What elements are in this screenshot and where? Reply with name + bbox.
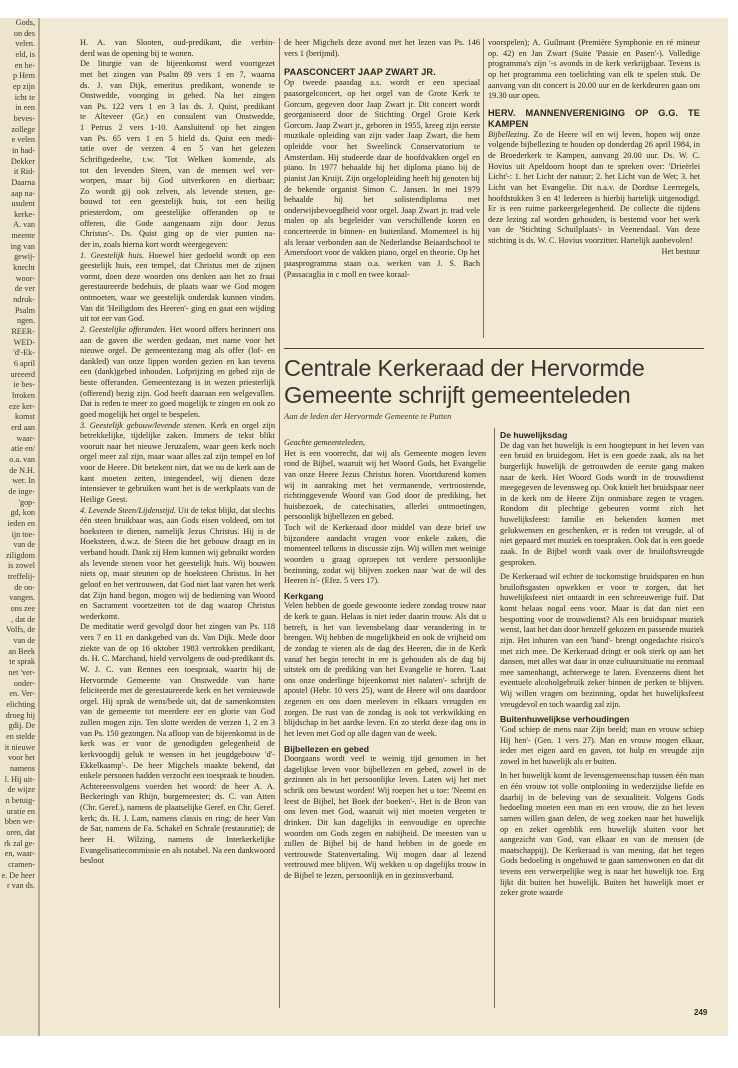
kerkgang-body: Velen hebben de goede gewoonte iedere zondag trouw naar de kerk te gaan. Helaas is niet ieder daarin trouw. Als dat u betreft, is het van levensbelang daar verandering in te brengen. Wij hebben de mogelijkheid en ook de vrijheid om de zondag te vieren als de dag des Heeren, die in de Kerk vanaf het begin terecht in ere is gehouden als de dag bij uitstek om de prediking van het Evangelie te horen. 'Laat ons onze onderlinge bijeenkomst niet nalaten'- schrijft de apostel (Hebr. 10 vers 25), want de Heere wil ons daardoor zegenen en ons doen meeleven in elkaars vreugden en zorgen. De rust van de zondag is ook tot verkwikking en blijdschap in het aardse leven. En zo sterkt deze dag ons in het leven met God op alle dagen van de week. [284, 601, 486, 738]
paasconcert-body: Op tweede paasdag a.s. wordt er een speciaal paasorgelconcert, op het orgel van de Grote Kerk te Gorcum, gegeven door Jaap Zwart jr. Dit concert wordt georganiseerd door de Stichting Orgel Grote Kerk Gorcum. Jaap Zwart jr., geboren in 1955, kreeg zijn eerste muzikale opleiding van zijn vader Jaap Zwart, die hem opleidde voor het Sweelinck Conservatorium te Amsterdam. Hij studeerde daar de hoofdvakken orgel en piano. In 1977 behaalde hij het diploma piano bij de pianist Jan Kruijt. Zijn orgelopleiding heeft hij genoten bij de bekende organist Simon C. Jansen. In mei 1979 behaalde hij het solistendiploma met onderwijsbevoegdheid voor orgel. Jaap Zwart jr. trad vele malen op als begeleider van verschillende koren en concerteerde in binnen- en buitenland. Momenteel is hij als leraar verbonden aan de Nederlandse Beiaardschool te Amersfoort voor de vakken piano, orgel en theorie. Op het paasprogramma staan o.a. werken van J. S. Bach (Passacaglia in c moll en twee koraal- [284, 78, 480, 279]
binding-fragment: is zowel [7, 561, 35, 571]
binding-fragment: in een [15, 103, 35, 113]
binding-fragment: ie bes- [13, 380, 35, 390]
binding-fragment: en, waar- [4, 849, 35, 859]
column-1-line: priesterdom, om geestelijke offeranden op te [80, 208, 275, 217]
binding-fragment: Dekker [10, 156, 35, 166]
column-rule-2 [483, 38, 484, 338]
binding-fragment: e velen [11, 135, 35, 145]
binding-fragment: e. De heer [1, 870, 35, 880]
binding-fragment: gewij- [14, 252, 35, 262]
binding-fragment: ureeerd [10, 369, 35, 379]
meditation-point [80, 325, 275, 421]
binding-fragment: uratie en [6, 806, 35, 816]
binding-fragment: Volfs, de [6, 625, 35, 635]
binding-fragment: namens [9, 763, 35, 773]
binding-fragment: vangen. [9, 593, 35, 603]
column-1-line: bouwd tot een geestelijk huis, tot een heilig [80, 197, 275, 207]
column-1-line: Christus'-. Ds. Quist ging op de vier punten na- [80, 229, 275, 239]
binding-fragment: an Beek [8, 646, 35, 656]
column-1-line: te Alteveer (Gr.) en consulent van Onstwedde, [80, 112, 275, 122]
binding-fragment: zollege [11, 124, 35, 134]
binding-fragment: ziligdom [5, 550, 35, 560]
meditation-point-text: Hoewel hier gedoeld wordt op een geestelijk huis, een tempel, dat Christus met de zijnen vormt, doen deze woorden ons denken aan het zo fraai gerestaureerde bedehuis, de plaats waar we God mogen ontmoeten, waar we geestelijk onderdak kunnen vinden. Van dit 'Heiligdom des Heeren'- ging en gaat een wijding uit tot eer van God. [80, 250, 275, 324]
binding-fragment: r van ds. [7, 881, 35, 891]
meditation-point-label: 1. Geestelijk huis. [80, 250, 145, 260]
page-number: 249 [694, 1008, 708, 1017]
column-2-top [284, 38, 480, 343]
mannenvereniging-lead: Bijbellezing. [488, 129, 530, 139]
article-deck: Aan de leden der Hervormde Gemeente te Putten [284, 411, 452, 421]
mannenvereniging-text: Zo de Heere wil en wij leven, hopen wij onze volgende bijbellezing te houden op donderdag 26 april 1984, in de Broederkerk te Kampen, aanvang 20.00 uur. Ds. W. C. Hovius uit Apeldoorn hoopt dan te spreken over: 'Drieërlei Licht'-: 1. het Licht der natuur; 2. het Licht van de Wet; 3. het Licht van het Evangelie. Dit n.a.v. de Dordtse Leerregels, hoofdstukken 3 en 4! Iedereen is hierbij hartelijk uitgenodigd. Er is een ruime parkeergelegenheid. De collecte die tijdens deze lezing zal worden gehouden, is bestemd voor het werk van de 'Stichting Schuilplaats'- in Veenendaal. Van deze stichting is ds. W. C. Hovius voorzitter. Hartelijk aanbevolen! [488, 129, 700, 245]
column-1-line: worpen, maar bij God uitverkoren en dierbaar; [80, 176, 275, 186]
kerkgang-heading: Kerkgang [284, 590, 324, 601]
binding-fragment: elichting [6, 700, 35, 709]
meditation-point [80, 506, 275, 623]
binding-fragment: voor het [7, 753, 35, 763]
article-paragraph-2: Toch wil de Kerkeraad door middel van deze brief uw bijzondere aandacht vragen voor enkele zaken, die momenteel telkens in discussie zijn. Wij willen met weinige woorden u graag oproepen tot verdere persoonlijke bezinning, zodat wij blijven zoeken naar 'wat de wil des Heeren is'- (Efez. 5 vers 17). [284, 523, 486, 586]
binding-fragment: n betuig- [5, 795, 35, 805]
column-1-line: Zo wordt gij ook zelven, als levende stenen, ge- [80, 186, 275, 196]
buitenhuwelijkse-body: 'God schiep de mens naar Zijn beeld; man en vrouw schiep Hij hen'- (Gen. 1 vers 27). Man en vrouw mogen elkaar, ieder met eigen aard en gaven, tot hulp en vreugde zijn zowel in het huwelijk als er buiten. [500, 724, 704, 766]
binding-fragment: woor- [15, 273, 35, 283]
binding-fragment: ijn toe- [11, 529, 35, 539]
column-1-sections [80, 251, 275, 623]
column-rule-1 [279, 38, 280, 1008]
binding-fragment: de wijze [7, 785, 35, 795]
binding-fragment: de N.H. [9, 465, 35, 475]
binding-fragment: bben we- [4, 817, 35, 827]
column-1-opening [80, 38, 275, 251]
binding-fragment: REER- [11, 327, 35, 337]
binding-fragment: , dat de [11, 614, 35, 624]
binding-fragment: it nieuwe [4, 742, 35, 752]
column-rule-3 [494, 428, 495, 1008]
meditation-point-text: Uit de tekst blijkt, dat slechts één steen bruikbaar was, aan Gods eisen voldeed, om tot hoeksteen te dienen, namelijk Jezus Christus. Hij is de Hoeksteen, d.w.z. de Steen die het gebouw draagt en in verband houdt. Dank zij Hem kunnen wij gebruikt worden als levende stenen voor het geestelijk huis. Wij bouwen niets op, maar steunen op de hoeksteen Christus. In het geloof en het vertrouwen, dat God niet laat varen het werk dat Zijn hand begon, mogen wij de bediening van Woord en Sacrament voortzetten tot de dag waarop Christus wederkomt. [80, 505, 275, 621]
binding-fragment: 6 april [13, 359, 35, 368]
buitenhuwelijkse-heading: Buitenhuwelijkse verhoudingen [500, 714, 630, 725]
binding-fragment: p Hem [12, 71, 35, 81]
binding-fragment: kerke- [14, 209, 35, 219]
meditation-point-text: Kerk en orgel zijn betrekkelijke, tijdelijke zaken. Immers de tekst blikt vooruit naar het nieuwe Jeruzalem, waar geen kerk noch orgel meer zal zijn, maar waar alles zal zijn tempel en lof voor de Heere. Dit betekent niet, dat we nu de kerk aan de kant moeten zetten, integendeel, wij dienen deze intensiever te gebruiken want het is de werkplaats van de Heilige Geest. [80, 420, 275, 504]
binding-fragment: ep zijn [12, 81, 35, 91]
binding-fragment: en be- [14, 60, 35, 70]
col3-intro: voorspelen); A. Guilmant (Première Symphonie en ré mineur op. 42) en Jan Zwart (Suite 'Passie en Pasen'-). Volledige programma's zijn '-s avonds in de kerk verkrijgbaar. Tevens is op het programma een toelichting van elk te spelen stuk. De aanvang van dit concert is 20.00 uur en de kerkdeuren gaan om 19.30 uur open. [488, 38, 700, 101]
article-paragraph-1: Het is een voorrecht, dat wij als Gemeente mogen leven rond de Bijbel, waaruit wij het Woord Gods, het Evangelie van onze Heere Jezus Christus horen. Voortdurend komen wij in aanraking met het vermanende, vertroostende, richtinggevende Woord van God door de prediking, het huisbezoek, de catechisaties, allerlei ontmoetingen, persoonlijk bijbellezen en gebed. [284, 448, 486, 522]
binding-fragment: de inge- [8, 486, 35, 496]
column-1-closing: De meditatie werd gevolgd door het zingen van Ps. 118 vers 7 en 11 en dankgebed van ds. Van Dijk. Mede door ziekte van de op 16 oktober 1983 vertrokken predikant, ds. H. C. Marchand, hield vervolgens de oud-predikant ds. W. J. C. van Rennes een toespraak, waarin hij de Hervormde Gemeente van Onstwedde van harte feliciteerde met de gerestaureerde kerk en het vernieuwde orgel. Hij sprak de wens/bede uit, dat de samenkomsten van de gemeente tot meerdere eer en glorie van God zullen mogen zijn. Ten slotte werden de verzen 1, 2 en 3 van Ps. 150 gezongen. Na afloop van de bijeenkomst in de kerk was er voor de genodigden gelegenheid de kerkvoogdij geluk te wensen in het jeugdgebouw 'd'-Ekkelkaamp'-. De heer Migchels maakte bekend, dat enkele personen hadden verzocht een toespraak te houden. Achtereenvolgens voerden het woord: de heer A. A. Beckeringh van Rhijn, burgemeester; ds. C. van Atten (Chr. Geref.), namens de plaatselijke Geref. en Chr. Geref. kerk; ds. H. J. Lam, namens classis en ring; de heer Van de Sar, namens de Fa. Schakel en Schrale (restauratie); de heer H. Wilzing, namens de Interkerkelijke Evangelisatiecommissie en als notabel. Na een dankwoord besloot [80, 622, 275, 866]
huwelijksdag-body-2: De Kerkeraad wil echter de tockomstige bruidsparen en hun bruiloftsgasten opwekken er voor te zorgen, dat het huwelijksfeest niet ontaardt in een schreeuwerige fuif. Dat komt helaas nogal eens voor. Maar is dat dan niet een bespotting voor de trouwdienst? Als een bruidspaar muziek wenst, laat het dan door henzelf gekozen en passende muziek zijn. Het inhuren van een 'band'- brengt ongedachte risico's met zich mee. De Kerkeraad dringt er ook sterk op aan het dansen, met alles wat daar in onze cultuursituatie nu eenmaal mee samenhangt, achterwege te laten. Evenzeens dient het eventuele alcoholgebruik zeker binnen de perken te blijven. Wij willen vragen om bezinning, opdat het huwelijksfeest vreugdevol en toch waardig zal zijn. [500, 572, 704, 709]
binding-fragment: erd aan [11, 422, 35, 432]
binding-fragment: gdij. De [8, 721, 35, 731]
binding-fragment: en stelde [6, 731, 35, 741]
mannenvereniging-signoff: Het bestuur [661, 246, 700, 256]
binding-fragment: knecht [13, 263, 35, 273]
binding-gutter-left-page [0, 18, 40, 1036]
column-1-line: 1 Petrus 2 vers 1-10. Aansluitend op het zingen [80, 123, 275, 132]
binding-fragment: beves- [13, 113, 35, 123]
mannenvereniging-heading: HERV. MANNENVERENIGING OP G.G. TE KAMPEN [488, 107, 700, 129]
column-1-line: Schriftgedeelte, t.w. 'Tot Welken komende, als [80, 154, 275, 164]
binding-fragment: A. van [13, 220, 35, 230]
binding-fragment: ieden en [7, 518, 35, 528]
binding-fragment: broken [12, 390, 35, 400]
binding-fragment: eld, is [15, 49, 35, 59]
binding-fragment: en. Ver- [9, 689, 35, 699]
binding-fragment: 'd'-Ek- [13, 348, 35, 358]
column-1-line: van Ps. 65 vers 1 en 5 hield ds. Quist een medi- [80, 133, 275, 143]
binding-fragment: te sprak [9, 657, 35, 667]
binding-fragment: ndruk- [13, 295, 35, 305]
binding-fragment: gd, kon [10, 508, 35, 518]
binding-fragment: it Rid- [13, 167, 35, 177]
binding-fragment: Gods, [15, 18, 35, 27]
article-column-left [284, 432, 486, 1012]
column-1-line: tot den levenden Steen, van de mensen wel ver- [80, 165, 275, 175]
column-1 [80, 38, 275, 1008]
binding-fragment: l. Hij uit- [4, 774, 35, 784]
binding-fragment: de ver [14, 284, 35, 294]
article-top-rule [284, 348, 704, 349]
article-column-right [500, 430, 704, 1008]
article-salutation: Geachte gemeenteleden, [284, 438, 366, 447]
meditation-point-label: 4. Levende Steen/Lijdenstijd. [80, 505, 176, 515]
paasconcert-heading: PAASCONCERT JAAP ZWART JR. [284, 67, 436, 78]
binding-fragment: aap na- [11, 188, 35, 198]
huwelijksdag-body: De dag van het huwelijk is een hoogtepunt in het leven van een bruid en bruidegom. Het is een goede zaak, als na het burgerlijk huwelijk de getrouwden de eerste gang maken naar de kerk. Het Woord Gods wordt in de trouwdienst meegegeven de levensweg op. Ook knielt het bruidspaar neer in de kerk om de Heere Zijn onmisbare zegen te vragen. Rondom dit plechtige gebeuren vormt zich het huwelijksfeest: familie en bekenden komen met gelukwensen en geschenken, er is reden tot vreugde, al of niet gepaard met muziek en toespraken. Ook dat is een goede zaak. In de Bijbel wordt vaak over de bruiloftsvreugde gesproken. [500, 440, 704, 567]
binding-fragment: Psalm [14, 305, 35, 315]
mannenvereniging-body [488, 130, 700, 247]
column-1-line: H. A. van Slooten, oud-predikant, die verbin- [80, 38, 275, 47]
meditation-point-label: 2. Geestelijke offeranden. [80, 324, 167, 334]
binding-fragment: van de [13, 540, 35, 550]
meditation-point-label: 3. Geestelijk gebouw/levende stenen. [80, 420, 207, 430]
column-1-line: tatie over de verzen 4 en 5 van het gelezen [80, 144, 275, 154]
binding-fragment: ing van [10, 241, 35, 251]
binding-fragment: cramen- [8, 859, 35, 869]
huwelijksdag-heading: De huwelijksdag [500, 430, 568, 440]
binding-fragment: waar- [16, 433, 35, 443]
buitenhuwelijkse-body-2: In het huwelijk komt de levensgemeenschap tussen één man en één vrouw tot volle ontplooiing in wederzijdse liefde en daarbij in de beleving van de sexualiteit. Volgens Gods bedoeling moeten een man en een vrouw, die zo het leven samen willen gaan delen, de weg zoeken naar het huwelijk op en zeker ogenblik een huwelijk sluiten voor het aangezicht van God, van elkaar en van de mensen (de maatschappij). De Kerkeraad is van mening, dat het tegen Gods bedoeling is ongehuwd te gaan samenwonen en dat dit tevens een verwerpelijke weg is naar het huwelijk toe. Erg lijkt dit buiten het huwelijk. Buiten het huwelijk moet er zeker grote waarde [500, 771, 704, 898]
binding-fragment: Daarna [11, 177, 35, 187]
bijbellezen-body: Doorgaans wordt veel te weinig tijd genomen in het dagelijkse leven voor bijbellezen en gebed, zowel in de gezinnen als in het persoonlijke leven. Laten wij het met schrik ons bewust worden! Wij roepen het u toe: 'Neemt en leest de Bijbel, het Boek der boeken'-. Het is de Bron van ons leven met God, waaruit wij niet moeten vergeten te drinken. Dit kan dagelijks in eenvoudige en oprechte woorden om Gods zegen en nabijheid. De meesten van u zullen de Bijbel bij de hand hebben in de goede en vertrouwde Statenvertaling. Wij mogen daar al lezend vertrouwd mee blijven. Wij wekken u op dagelijks trouw in de Bijbel te lezen, persoonlijk en in gezinsverband. [284, 754, 486, 880]
meditation-point [80, 421, 275, 506]
col2-intro: de heer Migchels deze avond met het lezen van Ps. 146 vers 1 (berijmd). [284, 38, 480, 58]
binding-fragment: atie en/ [11, 444, 35, 454]
binding-fragment: in had- [12, 145, 35, 155]
binding-fragment: usulent [11, 199, 35, 209]
column-1-line: met het zingen van Psalm 89 vers 1 en 7, waarna [80, 69, 275, 79]
binding-fragment: van de [13, 636, 35, 646]
column-1-line: derd was de opening bij te wonen. [80, 48, 194, 58]
column-1-line: offeren, die Gode aangenaam zijn door Jezus [80, 218, 275, 228]
binding-fragment: on des [13, 28, 35, 38]
column-1-line: der in, zoals hierna kort wordt weergegeven: [80, 239, 228, 249]
bijbellezen-heading: Bijbellezen en gebed [284, 743, 370, 754]
binding-fragment: onder- [13, 678, 35, 688]
binding-fragment: meente [11, 231, 35, 241]
binding-fragment: 'gop- [18, 497, 35, 507]
binding-fragment: de on- [14, 582, 35, 592]
binding-fragment: wer. In [12, 476, 35, 486]
binding-fragment: rk zal ge- [4, 838, 35, 848]
binding-fragment: droeg hij [5, 710, 35, 720]
binding-fragment: net 'ver- [8, 668, 35, 678]
binding-fragment: icht te [14, 92, 35, 102]
binding-fragment: eze ker- [9, 401, 35, 411]
binding-fragment: oren, dat [6, 827, 35, 837]
binding-fragment: WED- [13, 337, 35, 347]
meditation-point [80, 251, 275, 325]
column-1-line: De liturgie van de bijeenkomst werd voortgezet [80, 59, 275, 69]
binding-fragment: o.a. van [9, 454, 35, 464]
binding-fragment: velen. [15, 39, 35, 49]
binding-fragment: ngen. [17, 316, 35, 326]
column-3-top [488, 38, 700, 343]
article-title: Centrale Kerkeraad der Hervormde Gemeente schrijft gemeenteleden [284, 355, 645, 408]
column-1-line: ds. J. van Dijk, emeritus predikant, wonende te [80, 80, 275, 90]
column-1-line: Onstwedde, voorging in gebed. Na het zingen [80, 91, 275, 101]
meditation-point-text: Het woord offers herinnert ons aan de gaven die werden gedaan, met name voor het nieuwe orgel. De gemeentezang mag als offer (lof- en dankled) van onze lippen worden gezien en kan tevens een (dank)gebed inhouden. Lofprijzing en gebed zijn de beste offeranden. Gemeentezang is in wezen priesterlijk (offerend) bezig zijn. God heeft daaraan een welgevallen. Dat is reden te meer zo goed mogelijk te zingen en ook zo goed mogelijk het orgel te bespelen. [80, 324, 275, 419]
binding-fragment: ons zee [10, 604, 35, 614]
column-1-line: van Ps. 122 vers 1 en 3 las ds. J. Quist, predikant [80, 101, 275, 111]
binding-fragment: komst [14, 412, 35, 422]
binding-fragment: treffelij- [7, 572, 35, 582]
